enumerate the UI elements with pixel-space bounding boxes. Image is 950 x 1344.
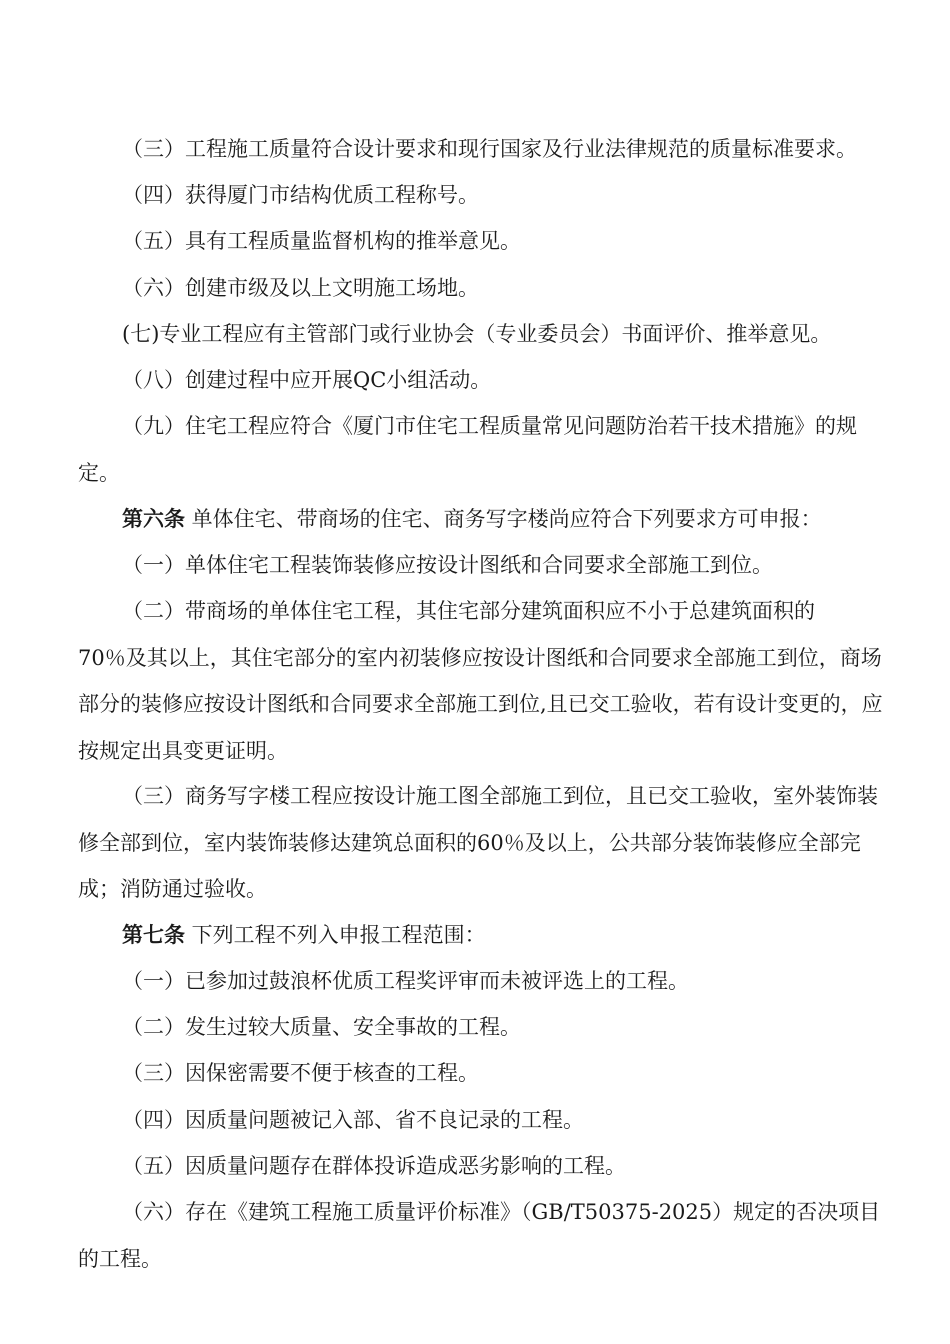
article-heading: 第六条 [122,506,185,531]
article-heading: 第七条 [122,922,185,947]
paragraph [78,218,896,265]
paragraph-text: (七)专业工程应有主管部门或行业协会（专业委员会）书面评价、推举意见。 [122,322,832,346]
article-paragraph [78,912,896,959]
paragraph-text: （一）已参加过鼓浪杯优质工程奖评审而未被评选上的工程。 [122,969,689,993]
paragraph [78,773,896,913]
paragraph [78,588,896,774]
paragraph-text: 单体住宅、带商场的住宅、商务写字楼尚应符合下列要求方可申报： [185,507,822,531]
paragraph-text: （二）带商场的单体住宅工程，其住宅部分建筑面积应不小于总建筑面积的 [122,599,815,623]
paragraph-text: （四）因质量问题被记入部、省不良记录的工程。 [122,1108,584,1132]
paragraph [78,542,896,589]
paragraph-text: 70％及其以上，其住宅部分的室内初装修应按设计图纸和合同要求全部施工到位，商场部分的装修应按设计图纸和合同要求全部施工到位,且已交工验收，若有设计变更的，应按规定出具变更证明。 [78,645,883,763]
paragraph-text: （一）单体住宅工程装饰装修应按设计图纸和合同要求全部施工到位。 [122,553,773,577]
paragraph [78,126,896,173]
paragraph [78,958,896,1005]
article-paragraph [78,496,896,543]
paragraph [78,403,896,496]
paragraph-text: （三）因保密需要不便于核查的工程。 [122,1061,479,1085]
paragraph [78,357,896,404]
paragraph [78,1050,896,1097]
paragraph-text: （六）创建市级及以上文明施工场地。 [122,276,479,300]
paragraph-text: （三）工程施工质量符合设计要求和现行国家及行业法律规范的质量标准要求。 [122,137,857,161]
paragraph-text: （四）获得厦门市结构优质工程称号。 [122,183,479,207]
paragraph [78,311,896,358]
paragraph-text: （三）商务写字楼工程应按设计施工图全部施工到位，且已交工验收，室外装饰装修全部到位，室内装饰装修达建筑总面积的60％及以上，公共部分装饰装修应全部完成；消防通过验收。 [78,784,878,901]
paragraph [78,1189,896,1282]
paragraph-text: （八）创建过程中应开展QC小组活动。 [122,368,492,392]
paragraph-text: （五）因质量问题存在群体投诉造成恶劣影响的工程。 [122,1154,626,1178]
paragraph [78,172,896,219]
paragraph [78,265,896,312]
paragraph-text: （二）发生过较大质量、安全事故的工程。 [122,1015,521,1039]
paragraph-text: （五）具有工程质量监督机构的推举意见。 [122,229,521,253]
paragraph [78,1004,896,1051]
paragraph-text: （九）住宅工程应符合《厦门市住宅工程质量常见问题防治若干技术措施》的规定。 [78,414,857,485]
paragraph [78,1143,896,1190]
paragraph-text: （六）存在《建筑工程施工质量评价标准》（GB/T50375-2025）规定的否决项目的工程。 [78,1200,881,1271]
paragraph [78,1097,896,1144]
paragraph-text: 下列工程不列入申报工程范围： [185,923,486,947]
